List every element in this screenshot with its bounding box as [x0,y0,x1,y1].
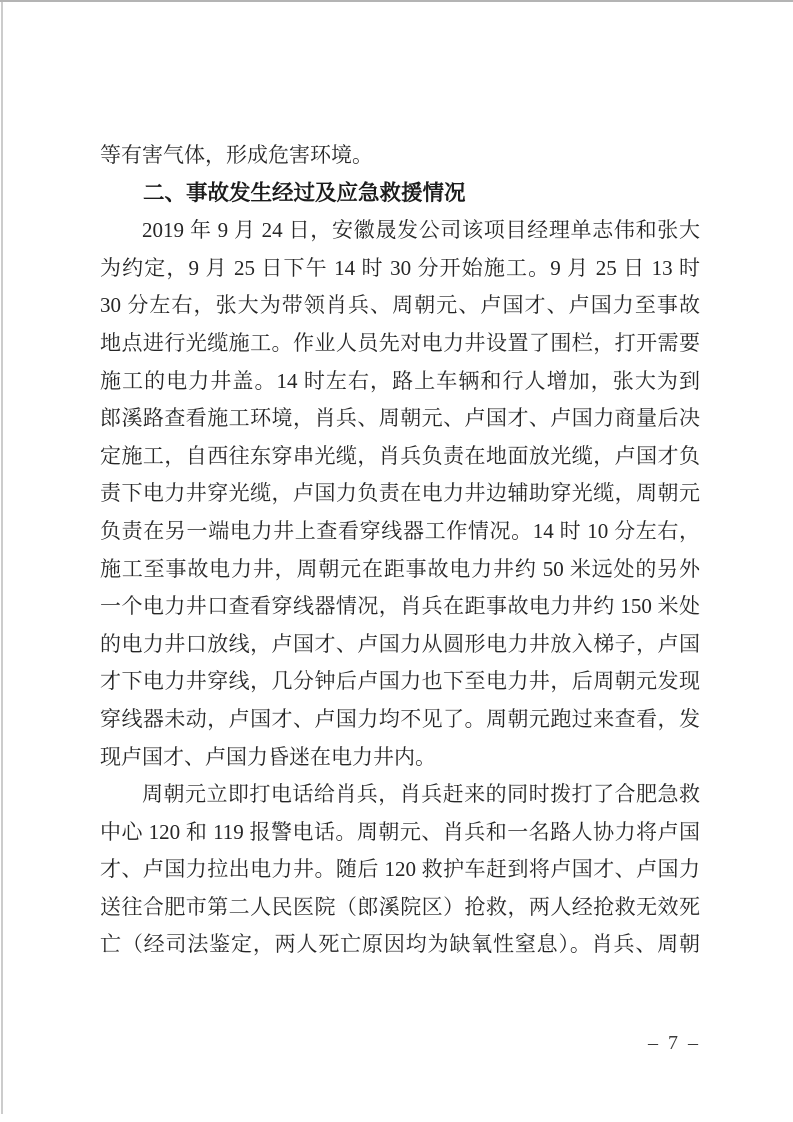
text-line: 郎溪路查看施工环境，肖兵、周朝元、卢国才、卢国力商量后决 [100,406,700,431]
text-line: 施工的电力井盖。14 时左右，路上车辆和行人增加，张大为到 [100,368,700,393]
text-line: 现卢国才、卢国力昏迷在电力井内。 [100,744,436,769]
text-line: 中心 120 和 119 报警电话。周朝元、肖兵和一名路人协力将卢国 [100,819,700,844]
scan-edge-top [0,0,793,2]
text-line: 送往合肥市第二人民医院（郎溪院区）抢救，两人经抢救无效死 [100,894,700,919]
text-line: 穿线器未动，卢国才、卢国力均不见了。周朝元跑过来查看，发 [100,706,700,731]
scan-edge-left [1,2,3,1114]
text-line: 责下电力井穿光缆，卢国力负责在电力井边辅助穿光缆，周朝元 [100,481,700,506]
text-line: 的电力井口放线，卢国才、卢国力从圆形电力井放入梯子，卢国 [100,631,700,656]
body-text [100,137,700,964]
section-heading: 二、事故发生经过及应急救援情况 [143,180,466,205]
text-line: 地点进行光缆施工。作业人员先对电力井设置了围栏，打开需要 [100,330,700,355]
page-number: – 7 – [648,1032,698,1054]
text-line: 施工至事故电力井，周朝元在距事故电力井约 50 米远处的另外 [100,556,700,581]
text-line: 负责在另一端电力井上查看穿线器工作情况。14 时 10 分左右， [100,518,700,543]
text-line: 亡（经司法鉴定，两人死亡原因均为缺氧性窒息）。肖兵、周朝 [100,932,700,957]
text-line: 为约定，9 月 25 日下午 14 时 30 分开始施工。9 月 25 日 13 时 [100,255,700,280]
text-line: 周朝元立即打电话给肖兵，肖兵赶来的同时拨打了合肥急救 [142,782,700,807]
text-line: 才、卢国力拉出电力井。随后 120 救护车赶到将卢国才、卢国力 [100,857,700,882]
text-line: 定施工，自西往东穿串光缆，肖兵负责在地面放光缆，卢国才负 [100,443,700,468]
text-line: 2019 年 9 月 24 日，安徽晟发公司该项目经理单志伟和张大 [142,218,700,243]
text-line: 等有害气体，形成危害环境。 [100,143,373,167]
text-line: 30 分左右，张大为带领肖兵、周朝元、卢国才、卢国力至事故 [100,293,700,318]
text-line: 才下电力井穿线，几分钟后卢国力也下至电力井，后周朝元发现 [100,669,700,694]
text-line: 一个电力井口查看穿线器情况，肖兵在距事故电力井约 150 米处 [100,594,700,619]
